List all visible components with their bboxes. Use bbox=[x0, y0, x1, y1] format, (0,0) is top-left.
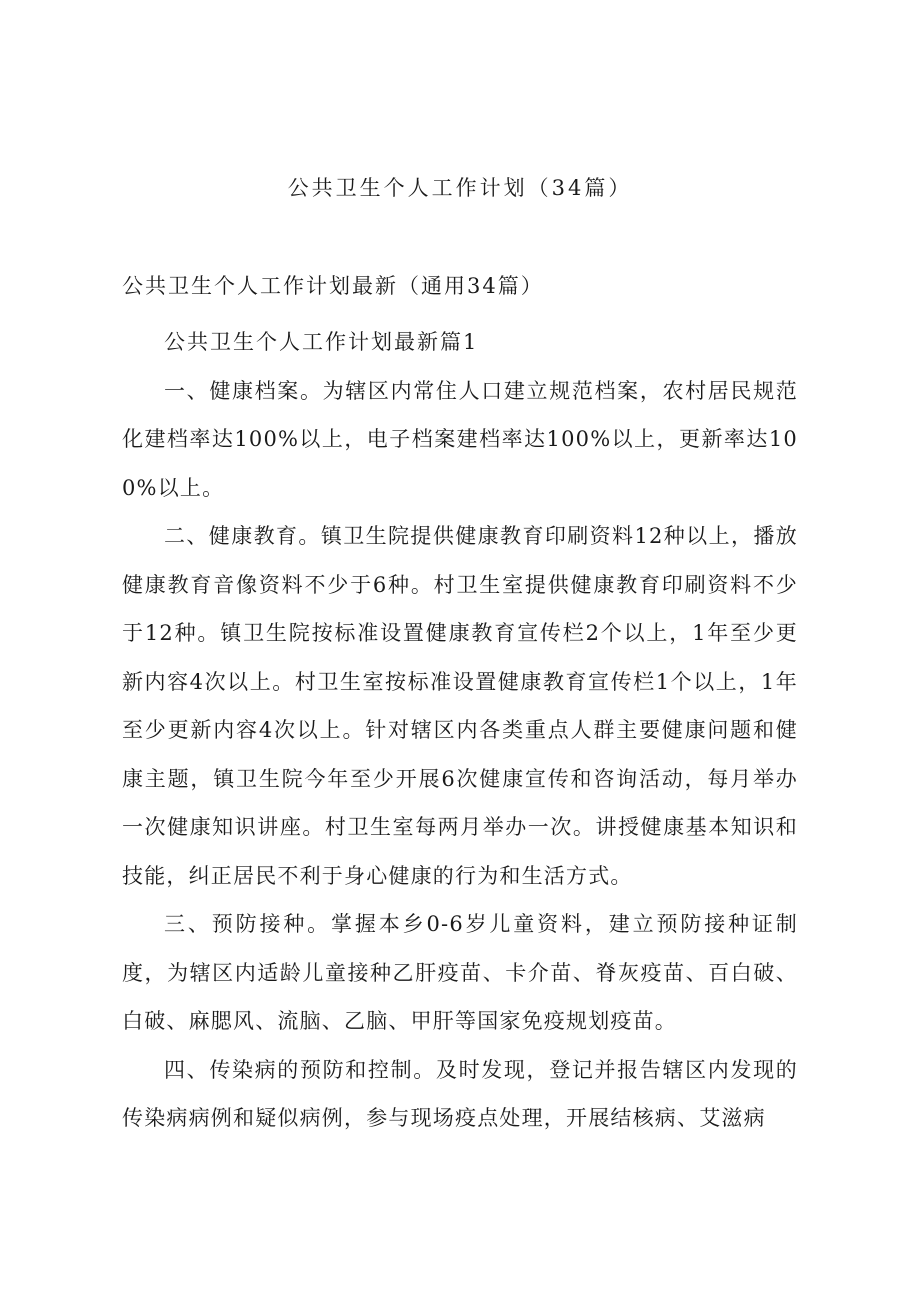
document-title: 公共卫生个人工作计划（34篇） bbox=[287, 176, 633, 200]
paragraph-infectious-disease: 四、传染病的预防和控制。及时发现，登记并报告辖区内发现的传染病病例和疑似病例，参与现场疫点处理，开展结核病、艾滋病 bbox=[122, 1057, 798, 1130]
section-heading: 公共卫生个人工作计划最新篇1 bbox=[164, 330, 479, 354]
paragraph-health-education: 二、健康教育。镇卫生院提供健康教育印刷资料12种以上，播放健康教育音像资料不少于6种。村卫生室提供健康教育印刷资料不少于12种。镇卫生院按标准设置健康教育宣传栏2个以上，1年至少更新内容4次以上。村卫生室按标准设置健康教育宣传栏1个以上，1年至少更新内容4次以上。针对辖区内各类重点人群主要健康问题和健康主题，镇卫生院今年至少开展6次健康宣传和咨询活动，每月举办一次健康知识讲座。村卫生室每两月举办一次。讲授健康基本知识和技能，纠正居民不利于身心健康的行为和生活方式。 bbox=[122, 524, 798, 888]
document-subtitle: 公共卫生个人工作计划最新（通用34篇） bbox=[122, 274, 544, 298]
paragraph-vaccination: 三、预防接种。掌握本乡0-6岁儿童资料，建立预防接种证制度，为辖区内适龄儿童接种乙肝疫苗、卡介苗、脊灰疫苗、百白破、白破、麻腮风、流脑、乙脑、甲肝等国家免疫规划疫苗。 bbox=[122, 912, 798, 1033]
document-body bbox=[122, 318, 798, 1143]
paragraph-health-records: 一、健康档案。为辖区内常住人口建立规范档案，农村居民规范化建档率达100%以上，电子档案建档率达100%以上，更新率达100%以上。 bbox=[122, 378, 798, 500]
